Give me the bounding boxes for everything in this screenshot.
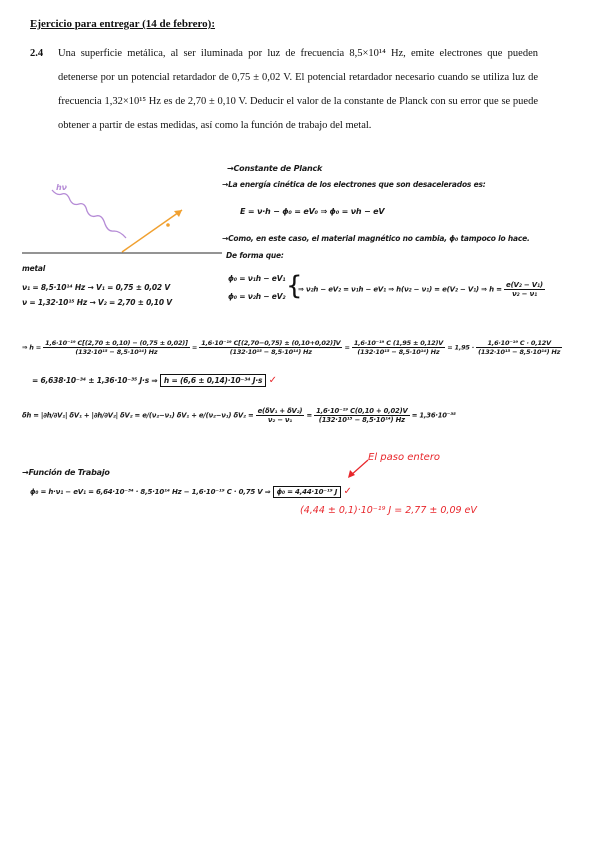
nu2-values: ν = 1,32·10¹⁵ Hz → V₂ = 2,70 ± 0,10 V (22, 298, 172, 307)
system-brace: { (286, 271, 303, 301)
system-result: ⇒ ν₂h − eV₂ = ν₁h − eV₁ ⇒ h(ν₂ − ν₁) = e(V₂ − V₁) ⇒ h = $\frac{\text{e(V₂ − V₁)}}{\text{ν₂ − ν₁}}$ (298, 281, 543, 298)
metal-label: metal (22, 264, 46, 273)
exercise-heading: Ejercicio para entregar (14 de febrero): (30, 18, 216, 30)
work-function-box: ϕ₀ = 4,44·10⁻¹⁹ J (273, 486, 342, 498)
work-function-title: →Función de Trabajo (22, 468, 110, 477)
photon-label: hν (56, 183, 67, 192)
h-result-line: = 6,638·10⁻³⁴ ± 1,36·10⁻³⁵ J·s ⇒ h = (6,6 ± 0,14)·10⁻³⁴ J·s ✓ (32, 375, 277, 386)
form-line: De forma que: (226, 251, 284, 260)
equation-1: ϕ₀ = ν₁h − eV₁ (228, 274, 286, 283)
case-line: →Como, en este caso, el material magnético no cambia, ϕ₀ tampoco lo hace. (222, 234, 530, 243)
energy-line: →La energía cinética de los electrones que son desacelerados es: (222, 180, 486, 189)
electron-arrowhead (174, 210, 182, 217)
red-comment: El paso entero (368, 452, 441, 463)
equation-2: ϕ₀ = ν₂h − eV₂ (228, 292, 286, 301)
photoelectric-diagram (22, 180, 222, 260)
energy-equation: E = ν·h − ϕ₀ = eV₀ ⇒ ϕ₀ = νh − eV (240, 207, 385, 216)
nu1-values: ν₁ = 8,5·10¹⁴ Hz → V₁ = 0,75 ± 0,02 V (22, 283, 170, 292)
red-arrow (344, 458, 372, 480)
h-calculation: ⇒ h = $\frac{\text{1,6·10⁻¹⁹ C[(2,70 ± 0,10) − (0,75 ± 0,02)]}}{\text{(132·10¹⁵ − 8,5·10¹⁴) Hz}}$ = $\frac{\text{1,6·10⁻¹⁹ C[(2,70−0,75) ± (0,10+0,02)]V}}{\text{(132·10¹⁵ − 8,5·10¹⁴) Hz}}$ = $\frac{\text{1,6·10⁻¹⁹ C (1,95 ± 0,12)V}}{\text{(132·10¹⁵ − 8,5·10¹⁴) Hz}}$ = 1,95 · $\frac{\text{1,6·10⁻¹⁹ C · 0,12V}}{\text{(132·10¹⁵ − 8,5·10¹⁴) Hz}}$ (22, 339, 561, 356)
h-result-box: h = (6,6 ± 0,14)·10⁻³⁴ J·s (160, 374, 266, 387)
photon-wave (52, 190, 126, 238)
planck-title: →Constante de Planck (227, 164, 323, 173)
problem-number: 2.4 (30, 48, 44, 59)
problem-text: Una superficie metálica, al ser iluminada por luz de frecuencia 8,5×10¹⁴ Hz, emite electrones que pueden detenerse por un potencial retardador de 0,75 ± 0,02 V. El potencial retardador necesario cuando se utiliza luz de frecuencia 1,32×10¹⁵ Hz es de 2,70 ± 0,10 V. Deducir el valor de la constante de Planck con su error que se puede obtener a partir de estas medidas, así como la función de trabajo del metal. (58, 48, 538, 131)
check-mark-h: ✓ (268, 375, 277, 386)
dh-calculation: δh = |∂h/∂V₁| δV₁ + |∂h/∂V₂| δV₂ = e/(ν₂−ν₁) δV₁ + e/(ν₂−ν₁) δV₂ = $\frac{\text{e(δV₁ + δV₂)}}{\text{ν₂ − ν₁}}$ = $\frac{\text{1,6·10⁻¹⁹ C(0,10 + 0,02)V}}{\text{(132·10¹⁵ − 8,5·10¹⁴) Hz}}$ = 1,36·10⁻³⁵ (22, 407, 456, 424)
check-mark-work: ✓ (343, 486, 352, 497)
electron-dot (166, 223, 170, 227)
electron-trajectory (122, 210, 182, 252)
problem-statement (30, 42, 538, 138)
work-function-equation: ϕ₀ = h·ν₁ − eV₁ = 6,64·10⁻³⁴ · 8,5·10¹⁴ Hz − 1,6·10⁻¹⁹ C · 0,75 V ⇒ ϕ₀ = 4,44·10⁻¹⁹ J ✓ (30, 486, 352, 497)
red-result: (4,44 ± 0,1)·10⁻¹⁹ J = 2,77 ± 0,09 eV (300, 505, 477, 516)
